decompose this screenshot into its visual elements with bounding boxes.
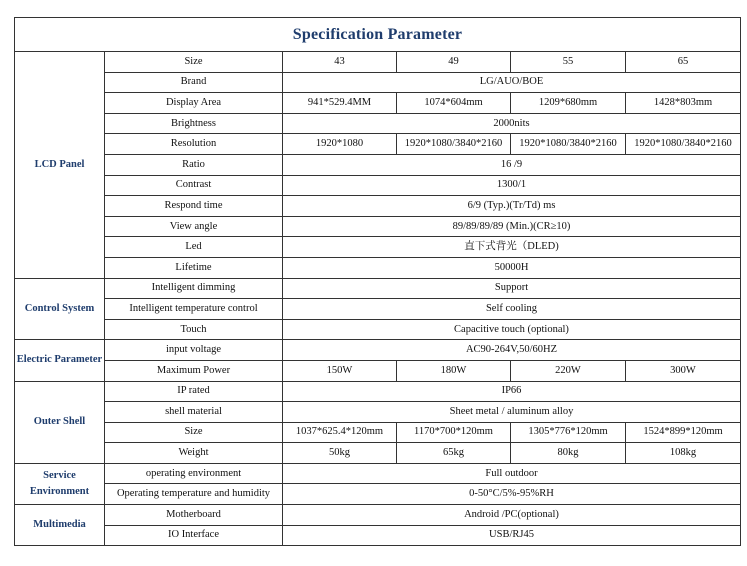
spec-table [14,17,741,546]
value-display-area-55: 1209*680mm [511,93,626,114]
value-size-43: 43 [283,52,397,73]
row-label-resolution: Resolution [105,134,283,155]
value-brightness: 2000nits [283,113,741,134]
row-label-shell-material: shell material [105,402,283,423]
value-weight-65: 108kg [626,443,741,464]
value-shell-size-43: 1037*625.4*120mm [283,422,397,443]
value-op-env: Full outdoor [283,463,741,484]
value-shell-size-65: 1524*899*120mm [626,422,741,443]
section-multimedia: Multimedia [15,505,105,546]
row-label-ratio: Ratio [105,154,283,175]
value-display-area-49: 1074*604mm [397,93,511,114]
value-input-voltage: AC90-264V,50/60HZ [283,340,741,361]
row-label-op-env: operating environment [105,463,283,484]
value-max-power-43: 150W [283,360,397,381]
value-respond-time: 6/9 (Typ.)(Tr/Td) ms [283,196,741,217]
row-label-max-power: Maximum Power [105,360,283,381]
row-label-brightness: Brightness [105,113,283,134]
value-io: USB/RJ45 [283,525,741,546]
row-label-dimming: Intelligent dimming [105,278,283,299]
value-ip: IP66 [283,381,741,402]
value-size-49: 49 [397,52,511,73]
row-label-view-angle: View angle [105,216,283,237]
value-motherboard: Android /PC(optional) [283,505,741,526]
value-dimming: Support [283,278,741,299]
value-max-power-49: 180W [397,360,511,381]
value-view-angle: 89/89/89/89 (Min.)(CR≥10) [283,216,741,237]
value-contrast: 1300/1 [283,175,741,196]
section-lcd-panel: LCD Panel [15,52,105,279]
value-max-power-65: 300W [626,360,741,381]
value-touch: Capacitive touch (optional) [283,319,741,340]
value-shell-size-49: 1170*700*120mm [397,422,511,443]
row-label-brand: Brand [105,72,283,93]
row-label-size: Size [105,52,283,73]
page-title: Specification Parameter [15,18,741,52]
row-label-weight: Weight [105,443,283,464]
row-label-display-area: Display Area [105,93,283,114]
row-label-motherboard: Motherboard [105,505,283,526]
value-lifetime: 50000H [283,257,741,278]
value-brand: LG/AUO/BOE [283,72,741,93]
section-outer-shell: Outer Shell [15,381,105,463]
row-label-lifetime: Lifetime [105,257,283,278]
value-resolution-43: 1920*1080 [283,134,397,155]
value-resolution-49: 1920*1080/3840*2160 [397,134,511,155]
value-display-area-65: 1428*803mm [626,93,741,114]
value-weight-43: 50kg [283,443,397,464]
row-label-temp-control: Intelligent temperature control [105,299,283,320]
value-temp-control: Self cooling [283,299,741,320]
value-max-power-55: 220W [511,360,626,381]
value-shell-size-55: 1305*776*120mm [511,422,626,443]
row-label-contrast: Contrast [105,175,283,196]
row-label-io: IO Interface [105,525,283,546]
value-resolution-65: 1920*1080/3840*2160 [626,134,741,155]
value-size-65: 65 [626,52,741,73]
row-label-respond-time: Respond time [105,196,283,217]
value-led: 直下式背光（DLED) [283,237,741,258]
value-weight-49: 65kg [397,443,511,464]
value-size-55: 55 [511,52,626,73]
section-control-system: Control System [15,278,105,340]
spec-sheet [14,17,740,546]
value-display-area-43: 941*529.4MM [283,93,397,114]
row-label-input-voltage: input voltage [105,340,283,361]
row-label-touch: Touch [105,319,283,340]
section-service-environment: Service Environment [15,463,105,504]
row-label-ip: IP rated [105,381,283,402]
row-label-op-temp: Operating temperature and humidity [105,484,283,505]
value-weight-55: 80kg [511,443,626,464]
value-ratio: 16 /9 [283,154,741,175]
value-shell-material: Sheet metal / aluminum alloy [283,402,741,423]
section-electric-parameter: Electric Parameter [15,340,105,381]
row-label-led: Led [105,237,283,258]
row-label-shell-size: Size [105,422,283,443]
value-resolution-55: 1920*1080/3840*2160 [511,134,626,155]
value-op-temp: 0-50°C/5%-95%RH [283,484,741,505]
